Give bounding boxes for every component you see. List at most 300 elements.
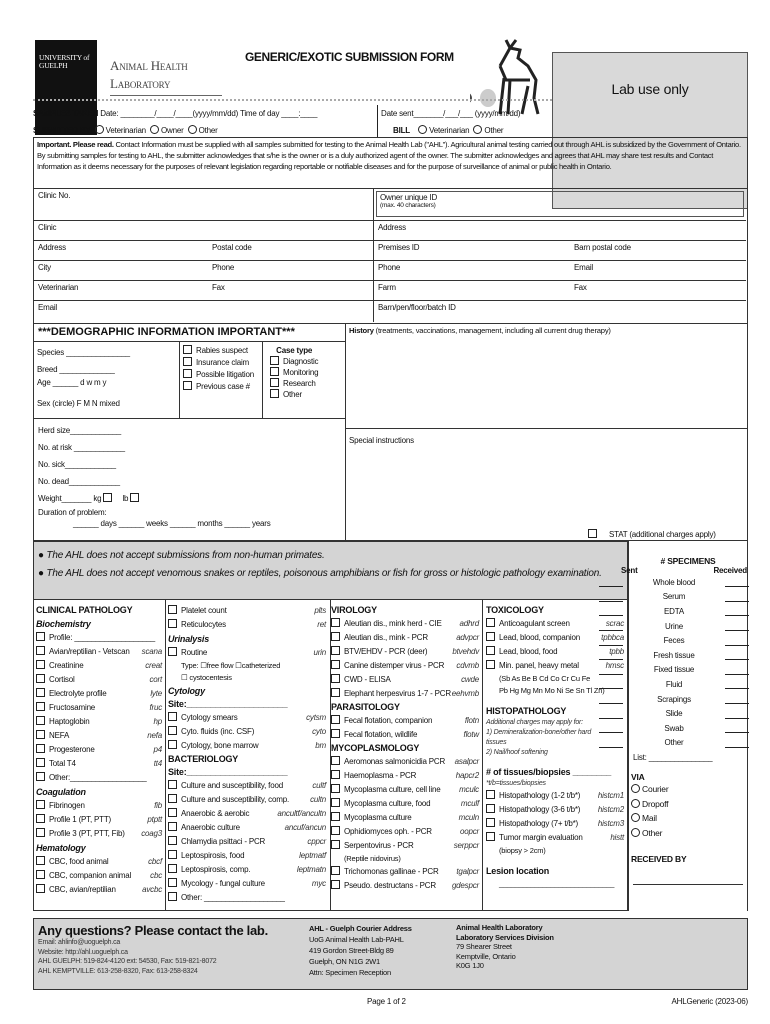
owner-phone-field[interactable] — [374, 261, 746, 281]
via-label: Other — [642, 827, 663, 838]
test-code: avcbc — [142, 885, 162, 894]
case-type-group — [270, 345, 318, 400]
test-code: oopcr — [459, 827, 479, 836]
clinic-address-field[interactable] — [34, 241, 374, 261]
test-option[interactable] — [36, 855, 162, 869]
via-label: Courier — [642, 784, 669, 795]
checkbox[interactable] — [183, 369, 192, 378]
notice-text: The AHL does not accept submissions from non-human primates. — [46, 550, 325, 561]
test-code: p4 — [153, 745, 162, 754]
owner-fax-field[interactable]: Fax — [574, 283, 587, 292]
important-lead: Important. Please read. — [37, 140, 114, 149]
test-option[interactable] — [168, 821, 326, 835]
test-option[interactable] — [168, 877, 326, 891]
postal-code-field[interactable]: Postal code — [212, 243, 252, 252]
checkbox[interactable] — [331, 826, 340, 835]
lb-checkbox[interactable] — [130, 493, 139, 502]
test-option[interactable] — [168, 739, 326, 753]
checkbox[interactable] — [331, 784, 340, 793]
test-label: NEFA — [49, 731, 70, 740]
contact-website[interactable]: Website: http://ahl.uoguelph.ca — [38, 948, 128, 956]
checkbox[interactable] — [168, 619, 177, 628]
subsection-heading: Urinalysis — [168, 634, 210, 644]
email-field[interactable]: Email — [34, 301, 374, 322]
test-option[interactable] — [331, 879, 479, 893]
received-count-field[interactable] — [725, 723, 749, 733]
test-option[interactable] — [331, 617, 479, 631]
test-label: Cortisol — [49, 675, 75, 684]
kg-checkbox[interactable] — [103, 493, 112, 502]
test-label: Haemoplasma - PCR — [344, 771, 417, 780]
note-text: _____________________________ — [499, 879, 615, 888]
test-label-wrap — [36, 757, 76, 771]
checkbox[interactable] — [36, 828, 45, 837]
received-label: Received — [713, 566, 747, 575]
test-option[interactable] — [168, 891, 326, 905]
checkbox[interactable] — [183, 357, 192, 366]
samples-taken-row — [33, 109, 317, 118]
sent-count-field[interactable] — [599, 709, 623, 719]
received-count-field[interactable] — [725, 577, 749, 587]
test-option[interactable] — [36, 645, 162, 659]
test-option[interactable] — [486, 831, 624, 845]
checkbox[interactable] — [36, 884, 45, 893]
sent-count-field[interactable] — [599, 592, 623, 602]
case-type-option[interactable] — [270, 389, 318, 400]
division-title: Laboratory Services Division — [456, 932, 554, 942]
bill-radio-other[interactable] — [473, 125, 482, 134]
test-label-wrap — [331, 783, 440, 797]
test-label: Leptospirosis, food — [181, 851, 245, 860]
received-count-field[interactable] — [725, 592, 749, 602]
via-option[interactable] — [629, 811, 747, 826]
samples-date-field[interactable]: Date: ________/____/____(yyyy/mm/dd) Time of day ____:____ — [100, 109, 318, 118]
clinical-pathology-column — [36, 604, 162, 897]
premises-id-field[interactable] — [374, 241, 746, 261]
section-heading: # of tissues/biopsies ________ — [486, 767, 612, 777]
test-option[interactable] — [168, 863, 326, 877]
checkbox[interactable] — [168, 892, 177, 901]
sick-field[interactable]: No. sick____________ — [38, 460, 116, 469]
test-option[interactable] — [331, 687, 479, 701]
specimen-list-field[interactable]: List: _______________ — [633, 753, 713, 763]
sent-count-field[interactable] — [599, 636, 623, 646]
footer-contact — [33, 918, 748, 990]
test-label-wrap — [36, 659, 83, 673]
test-label: Platelet count — [181, 606, 227, 615]
test-option[interactable] — [331, 839, 479, 853]
test-label: Mycology - fungal culture — [181, 879, 265, 888]
test-label-wrap — [168, 891, 285, 905]
test-option[interactable] — [168, 711, 326, 725]
divider — [482, 600, 483, 911]
test-code: eehvmb — [451, 689, 479, 698]
checkbox[interactable] — [331, 729, 340, 738]
test-option[interactable] — [36, 827, 162, 841]
test-option[interactable] — [486, 817, 624, 831]
test-label-wrap — [36, 631, 155, 645]
test-label-wrap — [331, 645, 427, 659]
test-option[interactable] — [331, 783, 479, 797]
checkbox[interactable] — [331, 646, 340, 655]
checkbox[interactable] — [331, 632, 340, 641]
stat-checkbox[interactable] — [588, 529, 597, 538]
age-field[interactable]: Age ______ d w m y — [37, 378, 107, 387]
test-option[interactable] — [36, 813, 162, 827]
received-count-field[interactable] — [725, 694, 749, 704]
checkbox[interactable] — [183, 345, 192, 354]
checkbox[interactable] — [36, 814, 45, 823]
test-option[interactable] — [168, 604, 326, 618]
fax-field[interactable]: Fax — [212, 283, 225, 292]
radio-other[interactable] — [188, 125, 197, 134]
received-by-field[interactable] — [633, 884, 743, 885]
checkbox[interactable] — [36, 716, 45, 725]
checkbox[interactable] — [486, 832, 495, 841]
via-option[interactable] — [629, 797, 747, 812]
test-option[interactable] — [168, 646, 326, 660]
checkbox[interactable] — [36, 758, 45, 767]
header-divider — [33, 99, 552, 101]
received-count-field[interactable] — [725, 709, 749, 719]
barn-batch-field[interactable]: Barn/pen/floor/batch ID — [378, 303, 456, 312]
checkbox[interactable] — [486, 632, 495, 641]
test-option[interactable] — [331, 811, 479, 825]
checkbox[interactable] — [270, 356, 279, 365]
test-label-wrap — [331, 879, 436, 893]
test-label-wrap — [486, 817, 578, 831]
radio-label: Veterinarian — [429, 126, 470, 135]
checkbox[interactable] — [270, 367, 279, 376]
test-label-wrap — [36, 701, 95, 715]
test-label: Profile 1 (PT, PTT) — [49, 815, 111, 824]
barn-postal-field[interactable]: Barn postal code — [574, 243, 631, 252]
note-text: *t/b=tissues/biopsies — [486, 780, 546, 787]
test-label-wrap — [331, 811, 412, 825]
clinic-field[interactable]: Clinic — [34, 221, 374, 241]
flag-option[interactable] — [183, 369, 259, 381]
test-code: cbc — [150, 871, 162, 880]
radio-label: Other — [198, 126, 218, 135]
sent-count-field[interactable] — [599, 723, 623, 733]
test-option[interactable] — [331, 673, 479, 687]
test-code: cultf — [312, 781, 326, 790]
checkbox[interactable] — [36, 870, 45, 879]
contact-kemptville: AHL KEMPTVILLE: 613-258-8320, Fax: 613-258-8324 — [38, 967, 198, 975]
clinic-no-field[interactable]: Clinic No. — [34, 189, 374, 221]
important-text: Contact Information must be supplied with all samples submitted for testing to the Animal Health Lab ("AHL"). Agricultural animal testing carried out through AHL is subsidized by the Government of Ontario. By submitting samples for testing to AHL, the submitter acknowledges that s/he is the owner or is a duly authorized agent of the owner. The submitter acknowledges and agrees that AHL may share test results and Contact Information as it deems necessary for the purposes of relevant legislation regarding reportable or notifiable diseases and for the purpose of surveillance of animal or public health in Ontario. — [37, 140, 741, 171]
test-option[interactable] — [36, 757, 162, 771]
test-label-wrap — [168, 807, 249, 821]
via-option[interactable] — [629, 826, 747, 841]
test-code: cytsm — [306, 713, 326, 722]
test-option[interactable] — [331, 769, 479, 783]
test-option[interactable] — [331, 865, 479, 879]
specimen-label: EDTA — [664, 606, 684, 616]
test-option[interactable] — [36, 883, 162, 897]
lab-name-line1: Animal Health — [110, 58, 188, 73]
test-option[interactable] — [486, 789, 624, 803]
checkbox[interactable] — [486, 804, 495, 813]
bill-radio-veterinarian[interactable] — [418, 125, 427, 134]
contact-email[interactable]: Email: ahlinfo@uoguelph.ca — [38, 939, 121, 946]
radio[interactable] — [631, 813, 640, 822]
case-type-option[interactable] — [270, 367, 318, 378]
test-option[interactable] — [331, 645, 479, 659]
received-count-field[interactable] — [725, 650, 749, 660]
test-code: advpcr — [456, 633, 479, 642]
checkbox[interactable] — [36, 688, 45, 697]
owner-id-note: (max. 40 characters) — [380, 202, 436, 209]
test-option[interactable] — [36, 659, 162, 673]
checkbox[interactable] — [36, 856, 45, 865]
note-text: ☐ cystocentesis — [181, 673, 232, 682]
at-risk-field[interactable]: No. at risk ____________ — [38, 443, 125, 452]
checkbox[interactable] — [183, 381, 192, 390]
breed-field[interactable]: Breed _____________ — [37, 365, 115, 374]
test-label-wrap — [36, 743, 95, 757]
test-option[interactable] — [168, 849, 326, 863]
test-option[interactable] — [36, 743, 162, 757]
owner-email-field[interactable]: Email — [574, 263, 594, 272]
flag-option[interactable] — [183, 345, 259, 357]
checkbox[interactable] — [270, 389, 279, 398]
sent-count-field[interactable] — [599, 738, 623, 748]
checkbox[interactable] — [36, 702, 45, 711]
species-field[interactable]: Species _______________ — [37, 348, 130, 357]
checkbox[interactable] — [168, 822, 177, 831]
test-label-wrap — [331, 631, 428, 645]
date-sent-field[interactable]: Date sent_______/___/___ (yyyy/mm/dd) — [381, 109, 521, 118]
sent-count-field[interactable] — [599, 577, 623, 587]
label: Veterinarian — [38, 283, 79, 292]
checkbox[interactable] — [36, 660, 45, 669]
test-option[interactable] — [36, 869, 162, 883]
history-field[interactable] — [345, 323, 748, 429]
checkbox[interactable] — [168, 605, 177, 614]
checkbox[interactable] — [486, 818, 495, 827]
weight-field[interactable] — [38, 490, 341, 507]
owner-unique-id-field[interactable] — [376, 191, 744, 217]
test-option[interactable] — [331, 797, 479, 811]
test-label-wrap — [168, 821, 240, 835]
specimen-label: Other — [664, 738, 684, 748]
test-label: Avian/reptilian - Vetscan — [49, 647, 130, 656]
note-text: Type: ☐free flow ☐catheterized — [181, 661, 281, 670]
history-hint: (treatments, vaccinations, management, including all current drug therapy) — [373, 326, 611, 335]
sent-count-field[interactable] — [599, 665, 623, 675]
checkbox[interactable] — [36, 632, 45, 641]
checkbox[interactable] — [486, 790, 495, 799]
via-option[interactable] — [629, 782, 747, 797]
sent-count-field[interactable] — [599, 621, 623, 631]
checkbox[interactable] — [486, 618, 495, 627]
checkbox[interactable] — [168, 647, 177, 656]
veterinarian-field[interactable] — [34, 281, 374, 301]
sent-count-field[interactable] — [599, 694, 623, 704]
sent-count-field[interactable] — [599, 606, 623, 616]
specimen-row — [599, 633, 749, 648]
received-count-field[interactable] — [725, 665, 749, 675]
checkbox[interactable] — [331, 688, 340, 697]
herd-size-field[interactable]: Herd size____________ — [38, 426, 121, 435]
sent-count-field[interactable] — [599, 650, 623, 660]
test-code: tpbb — [609, 647, 624, 656]
checkbox[interactable] — [331, 715, 340, 724]
test-option[interactable] — [168, 725, 326, 739]
test-option[interactable] — [36, 673, 162, 687]
checkbox[interactable] — [168, 878, 177, 887]
address-line: Guelph, ON N1G 2W1 — [309, 957, 381, 966]
checkbox[interactable] — [486, 660, 495, 669]
test-code: coag3 — [141, 829, 162, 838]
test-option[interactable] — [36, 771, 162, 785]
sex-field[interactable]: Sex (circle) F M N mixed — [37, 399, 120, 408]
test-code: ret — [317, 620, 326, 629]
stat-option[interactable] — [588, 529, 716, 539]
checkbox[interactable] — [486, 646, 495, 655]
case-type-option[interactable] — [270, 356, 318, 367]
address-line: 79 Shearer Street — [456, 942, 512, 951]
test-option[interactable] — [331, 631, 479, 645]
received-count-field[interactable] — [725, 621, 749, 631]
checkbox[interactable] — [168, 836, 177, 845]
checkbox[interactable] — [331, 756, 340, 765]
test-option[interactable] — [36, 631, 162, 645]
checkbox[interactable] — [331, 770, 340, 779]
checkbox[interactable] — [331, 618, 340, 627]
received-count-field[interactable] — [725, 606, 749, 616]
test-label-wrap — [36, 673, 75, 687]
checkbox[interactable] — [36, 730, 45, 739]
checkbox[interactable] — [36, 646, 45, 655]
test-option[interactable] — [331, 659, 479, 673]
test-option[interactable] — [331, 728, 479, 742]
received-count-field[interactable] — [725, 636, 749, 646]
radio[interactable] — [631, 799, 640, 808]
checkbox[interactable] — [168, 726, 177, 735]
checkbox[interactable] — [168, 794, 177, 803]
test-option[interactable] — [36, 729, 162, 743]
checkbox[interactable] — [36, 674, 45, 683]
test-code: cdvmb — [456, 661, 479, 670]
checkbox[interactable] — [36, 800, 45, 809]
farm-field[interactable] — [374, 281, 746, 301]
checkbox[interactable] — [331, 798, 340, 807]
test-option[interactable] — [168, 807, 326, 821]
note-text: 2) Nail/hoof softening — [486, 749, 548, 756]
weight-label: Weight_______ kg — [38, 494, 102, 503]
test-option[interactable] — [168, 835, 326, 849]
test-code: histcm3 — [597, 819, 624, 828]
test-option[interactable] — [36, 687, 162, 701]
phone-field[interactable]: Phone — [212, 263, 235, 272]
radio-owner[interactable] — [150, 125, 159, 134]
flag-label: Possible litigation — [196, 370, 255, 379]
test-label: Culture and susceptibility, comp. — [181, 795, 289, 804]
radio[interactable] — [631, 828, 640, 837]
university-name: UNIVERSITY of GUELPH — [39, 53, 90, 70]
specimen-row — [599, 604, 749, 619]
checkbox[interactable] — [36, 772, 45, 781]
case-type-label: Other — [283, 390, 303, 399]
test-option[interactable] — [331, 714, 479, 728]
dead-field[interactable]: No. dead____________ — [38, 477, 120, 486]
test-option[interactable] — [168, 793, 326, 807]
checkbox[interactable] — [331, 660, 340, 669]
radio-veterinarian[interactable] — [95, 125, 104, 134]
test-option[interactable] — [36, 715, 162, 729]
checkbox[interactable] — [331, 674, 340, 683]
test-option[interactable] — [486, 803, 624, 817]
test-label: Aleutian dis., mink - PCR — [344, 633, 428, 642]
checkbox[interactable] — [36, 744, 45, 753]
test-code: gdespcr — [451, 881, 479, 890]
checkbox[interactable] — [168, 864, 177, 873]
test-option[interactable] — [168, 618, 326, 632]
checkbox[interactable] — [168, 712, 177, 721]
test-label-wrap — [486, 831, 583, 845]
via-label: VIA — [631, 772, 645, 783]
test-option[interactable] — [331, 755, 479, 769]
test-label-wrap — [486, 803, 580, 817]
checkbox[interactable] — [168, 850, 177, 859]
flag-option[interactable] — [183, 357, 259, 369]
flags-group — [179, 342, 263, 418]
owner-address-field[interactable]: Address — [374, 221, 746, 241]
test-label: Fibrinogen — [49, 801, 85, 810]
checkbox[interactable] — [168, 808, 177, 817]
checkbox[interactable] — [331, 812, 340, 821]
test-label: Aeromonas salmonicidia PCR — [344, 757, 446, 766]
subsection-heading: Biochemistry — [36, 619, 91, 629]
flag-label: Insurance claim — [196, 358, 250, 367]
checkbox[interactable] — [168, 740, 177, 749]
test-label-wrap — [168, 835, 265, 849]
form-title: GENERIC/EXOTIC SUBMISSION FORM — [245, 50, 454, 64]
test-option[interactable] — [168, 779, 326, 793]
received-count-field[interactable] — [725, 738, 749, 748]
flag-option[interactable] — [183, 381, 259, 393]
special-instructions-field[interactable] — [345, 428, 748, 541]
specimens-columns — [621, 566, 747, 575]
test-code: hapcr2 — [455, 771, 479, 780]
checkbox[interactable] — [331, 840, 340, 849]
radio[interactable] — [631, 784, 640, 793]
checkbox[interactable] — [270, 378, 279, 387]
test-option[interactable] — [36, 701, 162, 715]
test-code: histt — [610, 833, 624, 842]
test-code: mculn — [458, 813, 479, 822]
checkbox[interactable] — [331, 866, 340, 875]
city-field[interactable] — [34, 261, 374, 281]
checkbox[interactable] — [168, 780, 177, 789]
test-option[interactable] — [36, 799, 162, 813]
test-code: tt4 — [153, 759, 162, 768]
sent-count-field[interactable] — [599, 679, 623, 689]
note-text: (Reptile nidovirus) — [344, 854, 401, 863]
test-option[interactable] — [331, 825, 479, 839]
note-text: 1) Demineralization-bone/other hard — [486, 729, 592, 736]
checkbox[interactable] — [331, 880, 340, 889]
test-label: Cyto. fluids (inc. CSF) — [181, 727, 255, 736]
test-label: Total T4 — [49, 759, 76, 768]
test-label-wrap — [486, 789, 580, 803]
case-type-option[interactable] — [270, 378, 318, 389]
duration-field[interactable]: ______ days ______ weeks ______ months ______ years — [73, 519, 271, 528]
test-label: Progesterone — [49, 745, 95, 754]
received-count-field[interactable] — [725, 679, 749, 689]
